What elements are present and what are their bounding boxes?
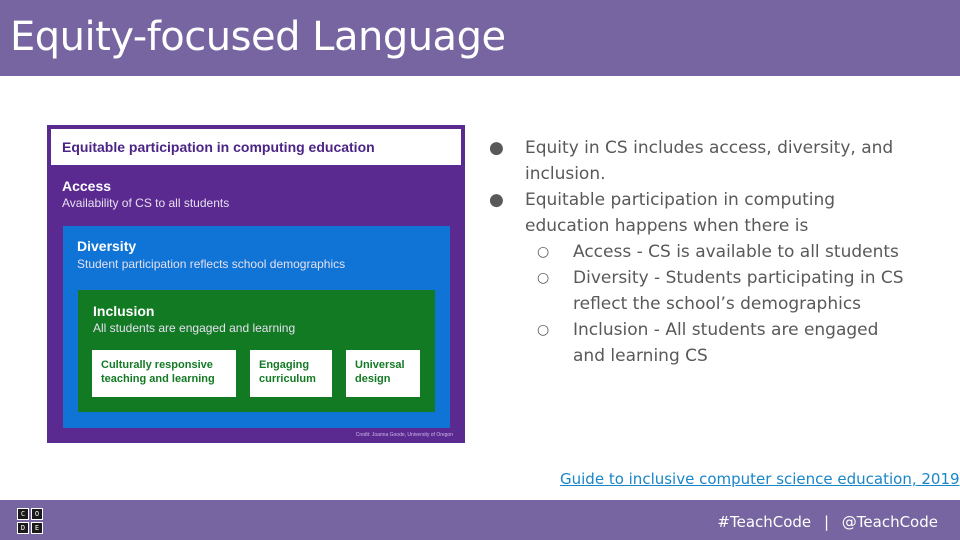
practice-box-line1: Culturally responsive [101, 359, 213, 371]
practice-box-engaging-curriculum [250, 350, 332, 397]
sub-bullet-item [489, 239, 909, 265]
sub-bullet-marker: ○ [537, 270, 550, 286]
diversity-layer [63, 226, 450, 428]
access-title: Access [62, 178, 112, 194]
diagram-title: Equitable participation in computing education [62, 139, 375, 155]
bullet-text: Equity in CS includes access, diversity, and inclusion. [525, 138, 894, 184]
sub-bullet-text: Diversity - Students participating in CS reflect the school’s demographics [573, 268, 904, 314]
inclusion-title: Inclusion [93, 303, 155, 319]
practice-box-line2: curriculum [259, 373, 316, 385]
sub-bullet-item [489, 317, 909, 369]
slide-title: Equity-focused Language [10, 14, 506, 60]
guide-link[interactable]: Guide to inclusive computer science education, 2019 [560, 470, 960, 488]
practice-box-line2: design [355, 373, 391, 385]
diversity-title: Diversity [77, 238, 137, 254]
code-logo-icon [17, 508, 45, 534]
sub-bullet-item [489, 265, 909, 317]
inclusion-layer [78, 290, 435, 412]
access-subtitle: Availability of CS to all students [62, 196, 230, 210]
footer-hashtag: #TeachCode [717, 513, 812, 531]
logo-letter: E [31, 522, 43, 534]
bullet-marker: ● [489, 190, 504, 210]
diagram-credit: Credit: Joanna Goode, University of Oregon [355, 432, 453, 438]
logo-letter: O [31, 508, 43, 520]
sub-bullet-text: Inclusion - All students are engaged and learning CS [573, 320, 879, 366]
sub-bullet-marker: ○ [537, 322, 550, 338]
bullet-item [489, 135, 909, 187]
bullet-list [489, 135, 909, 369]
inclusion-subtitle: All students are engaged and learning [93, 321, 296, 335]
footer-separator: | [823, 513, 830, 531]
footer-social [717, 513, 938, 531]
sub-bullet-text: Access - CS is available to all students [573, 242, 899, 262]
practice-box-line1: Engaging [259, 359, 310, 371]
equity-diagram [47, 125, 465, 443]
logo-letter: C [17, 508, 29, 520]
bullet-item [489, 187, 909, 239]
slide-header [0, 0, 960, 76]
practice-box-line1: Universal [355, 359, 405, 371]
practice-box-universal-design [346, 350, 420, 397]
bullet-text: Equitable participation in computing education happens when there is [525, 190, 836, 236]
footer-handle: @TeachCode [841, 513, 938, 531]
diagram-title-bar [51, 129, 461, 165]
logo-letter: D [17, 522, 29, 534]
bullet-marker: ● [489, 138, 504, 158]
slide-footer [0, 500, 960, 540]
practice-box-culturally-responsive [92, 350, 236, 397]
sub-bullet-marker: ○ [537, 244, 550, 260]
practice-box-line2: teaching and learning [101, 373, 215, 385]
diversity-subtitle: Student participation reflects school demographics [77, 257, 346, 271]
